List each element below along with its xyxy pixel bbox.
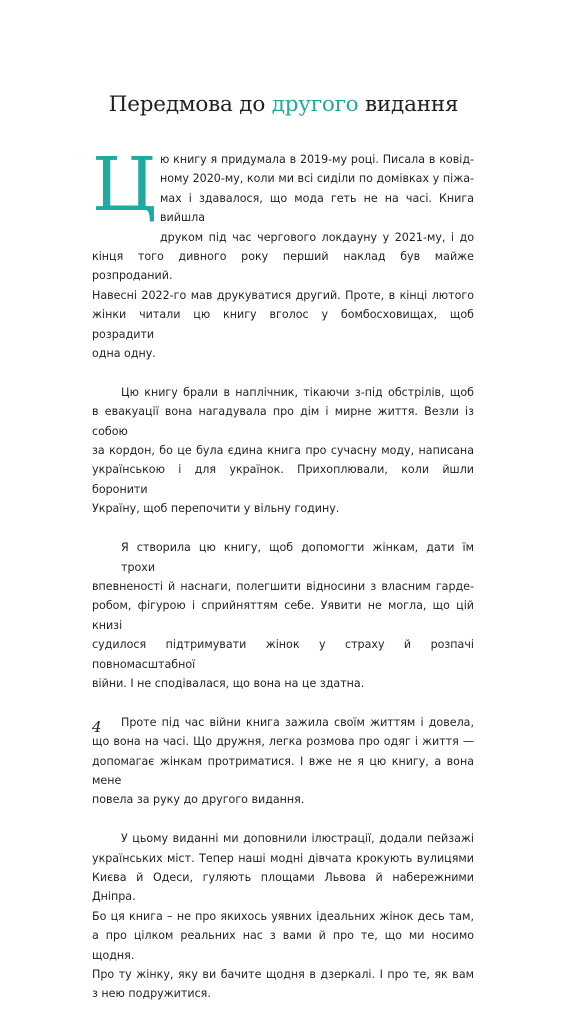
text-line: Про ту жінку, яку ви бачите щодня в дзеркалі. І про те, як вам [92, 968, 474, 981]
paragraph-4 [92, 713, 474, 810]
text-line: з нею подружитися. [92, 987, 211, 1001]
text-line: Проте під час війни книга зажила своїм життям і довела, [121, 715, 474, 729]
page-title [0, 92, 567, 117]
text-line: друком під час чергового локдауну у 2021-му, і до [160, 230, 474, 244]
text-line: українських міст. Тепер наші модні дівчата крокують вулицями [92, 851, 474, 865]
body-text [92, 142, 474, 1023]
text-line: а про цілком реальних нас з вами й про те, що ми носимо щодня. [92, 929, 474, 962]
text-line: жінки читали цю книгу вголос у бомбосховищах, щоб розрадити [92, 308, 474, 341]
text-line: ю книгу я придумала в 2019-му році. Писала в ковід- [160, 153, 474, 166]
paragraph-2 [92, 383, 474, 519]
text-line: допомагає жінкам протриматися. І вже не я цю книгу, а вона мене [92, 754, 474, 787]
text-line: Україну, щоб перепочити у вільну годину. [92, 502, 340, 516]
text-line: одна одну. [92, 347, 156, 361]
text-line: Я створила цю книгу, щоб допомогти жінкам, дати їм трохи [121, 541, 474, 574]
text-line: робом, фігурою і сприйняттям себе. Уявити не могла, що цій книзі [92, 599, 474, 632]
text-line: судилося підтримувати жінок у страху й розпачі повномасштабної [92, 638, 474, 671]
text-line: Києва й Одеси, гуляють площами Львова й набережними Дніпра. [92, 870, 474, 904]
text-line: за кордон, бо це була єдина книга про сучасну моду, написана [92, 444, 474, 458]
title-before: Передмова до [108, 92, 272, 117]
text-line: впевненості й наснаги, полегшити відносини з власним гарде- [92, 579, 474, 593]
text-line: війни. І не сподівалася, що вона на це здатна. [92, 676, 365, 690]
title-accent-word: другого [271, 92, 359, 117]
title-after: видання [358, 92, 459, 117]
drop-cap: Ц [92, 142, 157, 228]
text-line: Бо ця книга – не про якихось уявних ідеальних жінок десь там, [92, 909, 474, 923]
paragraph-3 [92, 538, 474, 693]
text-line: в евакуації вона нагадувала про дім і мирне життя. Везли із собою [92, 405, 474, 438]
text-line: ному 2020-му, коли ми всі сиділи по домівках у піжа- [160, 172, 474, 186]
paragraph-1 [92, 142, 474, 363]
text-line: Навесні 2022-го мав друкуватися другий. Проте, в кінці лютого [92, 288, 474, 302]
text-line: українською і для українок. Прихоплювали, коли йшли боронити [92, 463, 474, 496]
page-number: 4 [92, 718, 102, 736]
text-line: кінця того дивного року перший наклад був майже розпроданий. [92, 250, 474, 283]
text-line: мах і здавалося, що мода геть не на часі. Книга вийшла [160, 191, 474, 225]
text-line: повела за руку до другого видання. [92, 793, 305, 807]
text-line: що вона на часі. Що дружня, легка розмова про одяг і життя — [92, 735, 474, 749]
text-line: Цю книгу брали в наплічник, тікаючи з-під обстрілів, щоб [121, 385, 474, 399]
paragraph-5 [92, 829, 474, 1004]
text-line: У цьому виданні ми доповнили ілюстрації, додали пейзажі [121, 832, 474, 846]
